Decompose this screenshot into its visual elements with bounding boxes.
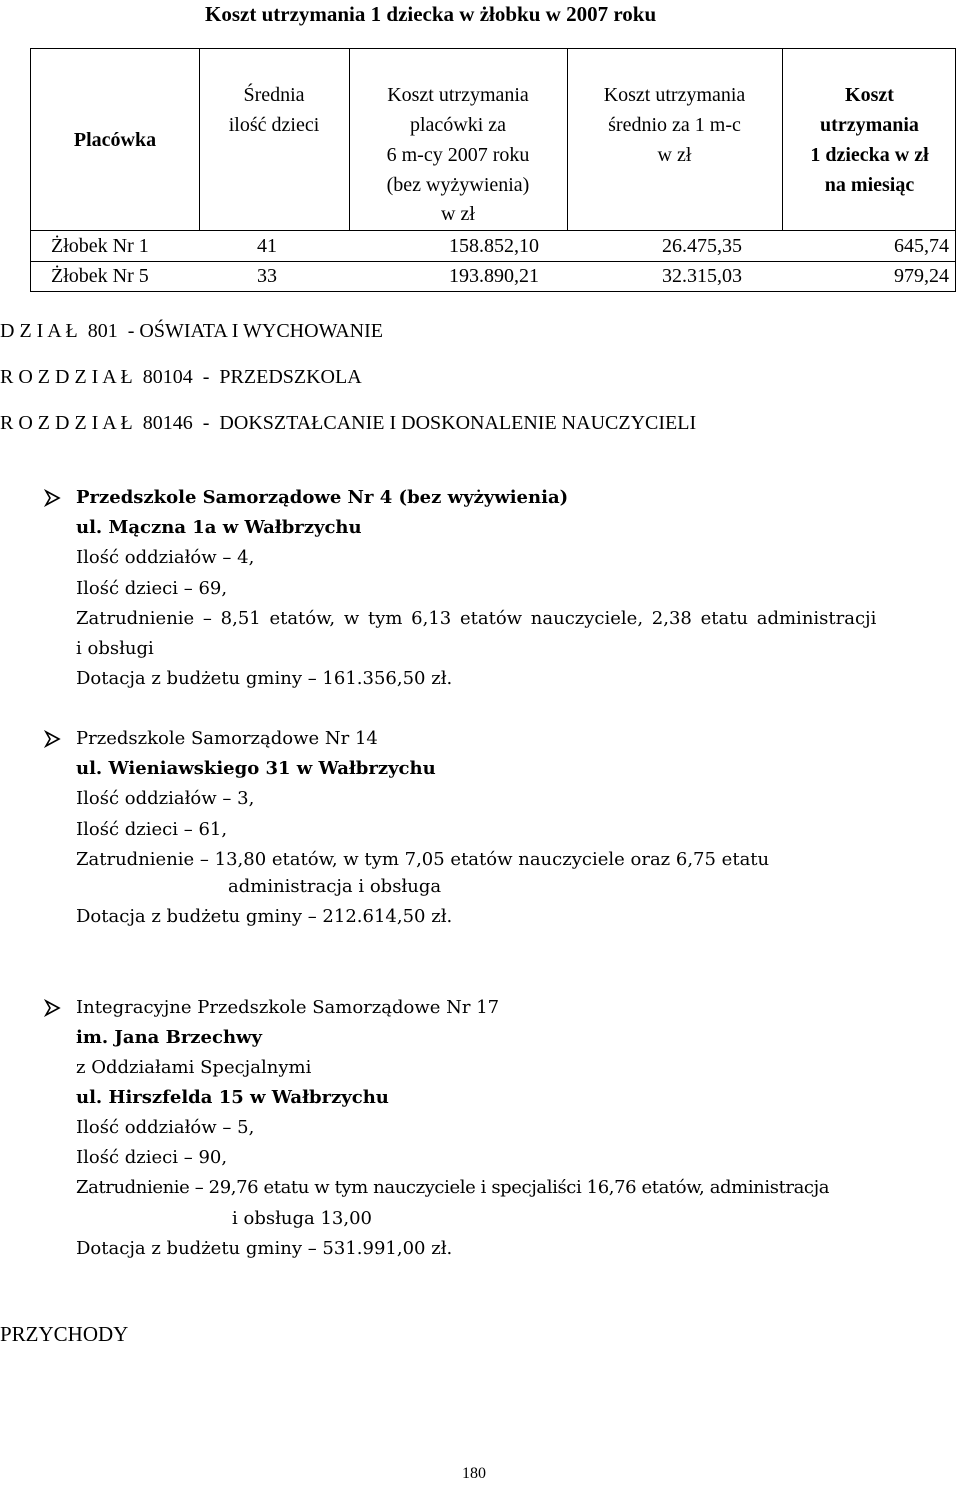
header-placowka: Placówka — [73, 129, 157, 151]
heading-rozdzial-80146: R O Z D Z I A Ł 80146 - DOKSZTAŁCANIE I DOSKONALENIE NAUCZYCIELI — [0, 412, 697, 434]
section-address: ul. Wieniawskiego 31 w Wałbrzychu — [76, 758, 436, 779]
section-title: Integracyjne Przedszkole Samorządowe Nr 17 — [76, 997, 500, 1018]
footer-heading: PRZYCHODY — [0, 1322, 129, 1346]
section-title: Przedszkole Samorządowe Nr 4 (bez wyżywienia) — [76, 487, 569, 508]
page-number: 180 — [462, 1465, 486, 1482]
page-title: Koszt utrzymania 1 dziecka w żłobku w 2007 roku — [205, 2, 657, 26]
section-address: ul. Mączna 1a w Wałbrzychu — [76, 517, 362, 538]
header-koszt-dziecka: Koszt utrzymania 1 dziecka w zł na miesiąc — [810, 84, 929, 196]
heading-rozdzial-80104: R O Z D Z I A Ł 80104 - PRZEDSZKOLA — [0, 366, 362, 388]
header-koszt-placowki: Koszt utrzymania placówki za 6 m-cy 2007 roku (bez wyżywienia) w zł — [386, 84, 530, 225]
section-title: Przedszkole Samorządowe Nr 14 — [76, 728, 378, 749]
heading-dzial-801: D Z I A Ł 801 - OŚWIATA I WYCHOWANIE — [0, 320, 383, 342]
arrow-bullet-icon — [44, 730, 62, 748]
header-koszt-miesiac: Koszt utrzymania średnio za 1 m-c w zł — [603, 84, 746, 166]
arrow-bullet-icon — [44, 999, 62, 1017]
cost-table: Placówka Średnia ilość dzieci Koszt utrzymania placówki za 6 m-cy 2007 roku (bez wyżywienia) w zł Koszt utrzymania średnio za 1 m-c w zł Koszt utrzymania 1 dziecka w zł na miesiąc Żłobek Nr 1 41 158.852,10 26.475,35 645,74 Żłobek Nr 5 33 193.890,21 32.315,03 979,24 — [30, 48, 956, 292]
arrow-bullet-icon — [44, 489, 62, 507]
section-address: ul. Hirszfelda 15 w Wałbrzychu — [76, 1087, 389, 1108]
header-srednia-ilosc: Średnia ilość dzieci — [228, 84, 320, 136]
